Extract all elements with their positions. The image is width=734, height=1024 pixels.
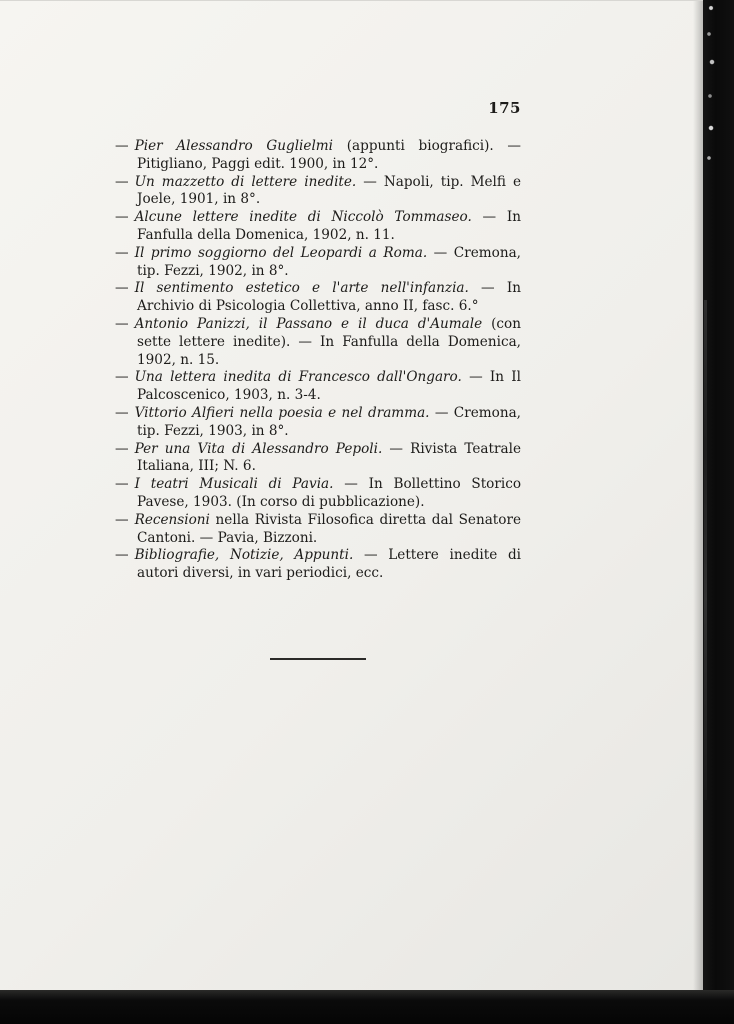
entry-detail: — In Il Palcoscenico, 1903, n. 3-4. bbox=[137, 369, 521, 404]
bibliography-entry bbox=[115, 405, 521, 441]
bibliography-entry bbox=[115, 476, 521, 512]
entry-detail: nella Rivista Filosofica diretta dal Senatore Cantoni. — Pavia, Bizzoni. bbox=[137, 511, 521, 546]
entry-title: I teatri Musicali di Pavia. bbox=[134, 476, 334, 493]
entry-title: Il sentimento estetico e l'arte nell'infanzia. bbox=[134, 280, 469, 297]
entry-dash: — bbox=[115, 369, 129, 386]
entry-title: Recensioni bbox=[134, 511, 210, 528]
section-divider-rule bbox=[270, 658, 366, 660]
entry-title: Per una Vita di Alessandro Pepoli. bbox=[134, 440, 383, 457]
entry-title: Antonio Panizzi, il Passano e il duca d'Aumale bbox=[134, 315, 483, 332]
bibliography-entry bbox=[115, 369, 521, 405]
bibliography-entry bbox=[115, 138, 521, 174]
bibliography-entry bbox=[115, 441, 521, 477]
scan-edge-bottom bbox=[0, 990, 734, 1024]
entry-dash: — bbox=[115, 209, 129, 226]
entry-title: Vittorio Alfieri nella poesia e nel dramma. bbox=[134, 404, 430, 421]
entry-dash: — bbox=[115, 244, 129, 261]
bibliography-entry bbox=[115, 316, 521, 369]
entry-detail: — Rivista Teatrale Italiana, III; N. 6. bbox=[137, 440, 521, 475]
entry-title: Il primo soggiorno del Leopardi a Roma. bbox=[134, 244, 428, 261]
entry-detail: — In Fanfulla della Domenica, 1902, n. 11. bbox=[137, 209, 521, 243]
bibliography-entry bbox=[115, 209, 521, 245]
entry-detail: — Napoli, tip. Melfi e Joele, 1901, in 8°. bbox=[137, 173, 522, 208]
entry-dash: — bbox=[115, 511, 129, 528]
entry-dash: — bbox=[115, 476, 129, 493]
entry-title: Pier Alessandro Guglielmi bbox=[134, 138, 334, 154]
entry-detail: — Cremona, tip. Fezzi, 1903, in 8°. bbox=[137, 404, 521, 439]
entry-dash: — bbox=[115, 547, 129, 564]
bibliography-list bbox=[115, 138, 521, 583]
bibliography-entry bbox=[115, 174, 521, 210]
entry-detail: — In Archivio di Psicologia Collettiva, anno II, fasc. 6.° bbox=[137, 280, 521, 315]
entry-dash: — bbox=[115, 404, 129, 421]
entry-detail: — Cremona, tip. Fezzi, 1902, in 8°. bbox=[137, 244, 521, 279]
bibliography-entry bbox=[115, 547, 521, 583]
entry-detail: — Lettere inedite di autori diversi, in vari periodici, ecc. bbox=[137, 547, 521, 582]
page-content bbox=[115, 99, 521, 583]
entry-title: Alcune lettere inedite di Niccolò Tommaseo. bbox=[134, 209, 472, 226]
entry-dash: — bbox=[115, 173, 129, 190]
scan-edge-right-binding bbox=[703, 0, 734, 1024]
bibliography-entry bbox=[115, 512, 521, 548]
bibliography-entry bbox=[115, 280, 521, 316]
entry-detail: (con sette lettere inedite). — In Fanfulla della Domenica, 1902, n. 15. bbox=[137, 315, 521, 368]
entry-title: Bibliografie, Notizie, Appunti. bbox=[134, 547, 354, 564]
entry-detail: — In Bollettino Storico Pavese, 1903. (In corso di pubblicazione). bbox=[137, 476, 521, 510]
entry-title: Una lettera inedita di Francesco dall'Ongaro. bbox=[134, 369, 462, 386]
bibliography-entry bbox=[115, 245, 521, 281]
entry-title: Un mazzetto di lettere inedite. bbox=[134, 173, 357, 190]
entry-dash: — bbox=[115, 315, 129, 332]
entry-dash: — bbox=[115, 138, 129, 154]
entry-detail: (appunti biografici). — Pitigliano, Paggi edit. 1900, in 12°. bbox=[137, 138, 521, 172]
entry-dash: — bbox=[115, 440, 129, 457]
page-number: 175 bbox=[488, 99, 521, 117]
entry-dash: — bbox=[115, 280, 129, 297]
